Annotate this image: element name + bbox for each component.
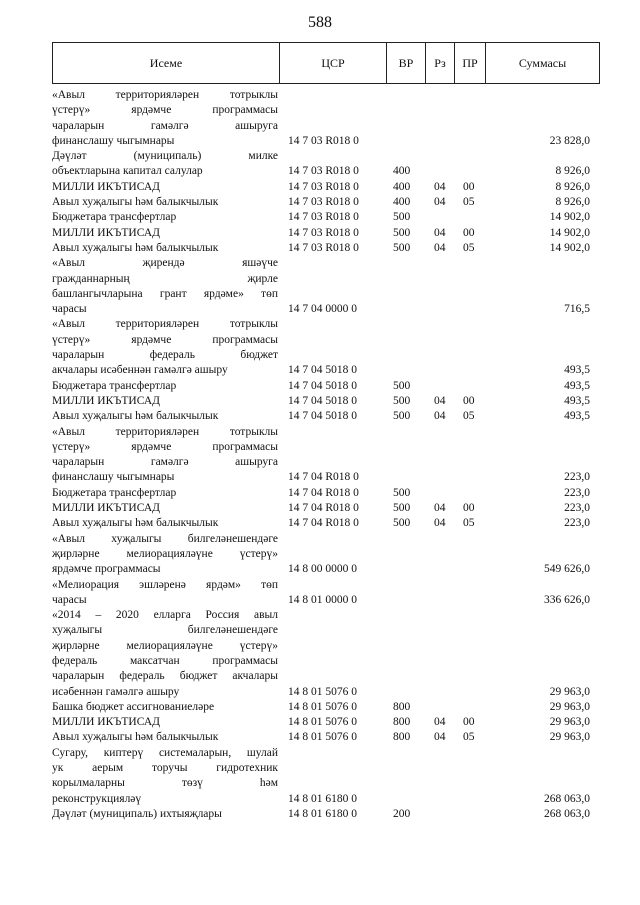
- row-name: [52, 532, 278, 578]
- row-vr: 500: [393, 486, 411, 499]
- table-row: [52, 210, 600, 225]
- row-sum: 268 063,0: [544, 807, 590, 820]
- row-name-line: «Авыл җирендә яшәүче: [52, 257, 278, 270]
- row-name-line: Авыл хуҗалыгы һәм балыкчылык: [52, 410, 219, 423]
- page-number: 588: [308, 14, 332, 31]
- row-rz: 04: [434, 410, 446, 423]
- row-sum: 268 063,0: [544, 792, 590, 805]
- row-csr: 14 7 03 R018 0: [288, 211, 359, 224]
- row-name-line: чарасы: [52, 303, 87, 316]
- row-rz: 04: [434, 226, 446, 239]
- row-name-line: үстерү» ярдәмче программасы: [52, 333, 278, 346]
- row-name-line: Башка бюджет ассигнованиеләре: [52, 700, 215, 713]
- row-sum: 493,5: [564, 394, 590, 407]
- row-csr: 14 7 04 5018 0: [288, 410, 357, 423]
- row-pr: 05: [463, 517, 475, 530]
- row-rz: 04: [434, 502, 446, 515]
- row-sum: 29 963,0: [549, 700, 590, 713]
- row-name-line: Авыл хуҗалыгы һәм балыкчылык: [52, 517, 219, 530]
- row-rz: 04: [434, 716, 446, 729]
- row-name-line: хуҗалыгы билгеләнешендәге: [52, 624, 278, 637]
- row-name-line: чараларын федераль бюджет акчалары: [52, 670, 278, 683]
- table-row: [52, 532, 600, 578]
- row-sum: 14 902,0: [549, 211, 590, 224]
- row-name-line: МИЛЛИ ИКЪТИСАД: [52, 394, 160, 407]
- row-csr: 14 7 03 R018 0: [288, 226, 359, 239]
- row-name-line: МИЛЛИ ИКЪТИСАД: [52, 180, 160, 193]
- row-name-line: җирләрне мелиорацияләүне үстерү»: [52, 547, 278, 560]
- row-name: [52, 195, 278, 210]
- row-sum: 716,5: [564, 303, 590, 316]
- row-csr: 14 8 00 0000 0: [288, 563, 357, 576]
- row-name-line: исәбеннән гамәлгә ашыру: [52, 685, 180, 698]
- row-name-line: финанслашу чыгымнары: [52, 471, 175, 484]
- row-name: [52, 379, 278, 394]
- table-row: [52, 486, 600, 501]
- table-row: [52, 394, 600, 409]
- table-row: [52, 608, 600, 700]
- table-row: [52, 88, 600, 149]
- row-name-line: финанслашу чыгымнары: [52, 134, 175, 147]
- table-row: [52, 715, 600, 730]
- table-row: [52, 195, 600, 210]
- row-name: [52, 317, 278, 378]
- row-pr: 05: [463, 731, 475, 744]
- row-pr: 05: [463, 410, 475, 423]
- row-vr: 500: [393, 517, 411, 530]
- row-csr: 14 7 04 R018 0: [288, 517, 359, 530]
- row-name-line: чараларын гамәлгә ашыруга: [52, 119, 278, 132]
- table-row: [52, 425, 600, 486]
- row-name: [52, 180, 278, 195]
- row-name-line: Авыл хуҗалыгы һәм балыкчылык: [52, 196, 219, 209]
- row-name-line: ярдәмче программасы: [52, 563, 161, 576]
- row-name-line: үстерү» ярдәмче программасы: [52, 104, 278, 117]
- row-sum: 223,0: [564, 517, 590, 530]
- table-row: [52, 501, 600, 516]
- row-name-line: «Мелиорация эшләренә ярдәм» төп: [52, 578, 278, 591]
- table-row: [52, 226, 600, 241]
- row-csr: 14 7 03 R018 0: [288, 196, 359, 209]
- row-csr: 14 8 01 5076 0: [288, 685, 357, 698]
- row-csr: 14 7 03 R018 0: [288, 241, 359, 254]
- row-name: [52, 608, 278, 700]
- table-row: [52, 379, 600, 394]
- row-sum: 493,5: [564, 410, 590, 423]
- header-rz: Рз: [426, 43, 455, 84]
- row-sum: 223,0: [564, 502, 590, 515]
- table-row: [52, 746, 600, 807]
- row-name: [52, 394, 278, 409]
- row-name-line: чараларын гамәлгә ашыруга: [52, 456, 278, 469]
- row-name-line: башлангычларына грант ярдәме» төп: [52, 287, 278, 300]
- row-vr: 800: [393, 716, 411, 729]
- row-rz: 04: [434, 241, 446, 254]
- row-sum: 29 963,0: [549, 731, 590, 744]
- row-name: [52, 210, 278, 225]
- row-rz: 04: [434, 196, 446, 209]
- row-name-line: «Авыл территорияләрен тотрыклы: [52, 425, 278, 438]
- header-pr: ПР: [455, 43, 486, 84]
- row-name-line: Сугару, киптерү системаларын, шулай: [52, 746, 278, 759]
- table-row: [52, 241, 600, 256]
- row-vr: 400: [393, 165, 411, 178]
- header-csr: ЦСР: [280, 43, 387, 84]
- row-vr: 500: [393, 394, 411, 407]
- table-body: [52, 88, 600, 822]
- row-name-line: «2014 – 2020 елларга Россия авыл: [52, 609, 278, 622]
- row-rz: 04: [434, 731, 446, 744]
- row-csr: 14 7 04 5018 0: [288, 379, 357, 392]
- row-name-line: федераль максатчан программасы: [52, 654, 278, 667]
- row-sum: 8 926,0: [555, 165, 590, 178]
- row-name-line: реконструкцияләү: [52, 792, 142, 805]
- row-csr: 14 8 01 0000 0: [288, 593, 357, 606]
- row-name-line: гражданнарның җирле: [52, 272, 278, 285]
- row-vr: 500: [393, 226, 411, 239]
- row-sum: 23 828,0: [549, 134, 590, 147]
- row-name: [52, 807, 278, 822]
- row-name-line: МИЛЛИ ИКЪТИСАД: [52, 502, 160, 515]
- row-name-line: Бюджетара трансфертлар: [52, 211, 177, 224]
- row-name: [52, 746, 278, 807]
- row-csr: 14 8 01 6180 0: [288, 792, 357, 805]
- row-name: [52, 501, 278, 516]
- header-vr: ВР: [387, 43, 426, 84]
- row-pr: 00: [463, 394, 475, 407]
- row-name-line: корылмаларны төзү һәм: [52, 777, 278, 790]
- row-csr: 14 7 04 R018 0: [288, 502, 359, 515]
- row-name: [52, 226, 278, 241]
- header-sum: Суммасы: [486, 43, 600, 84]
- row-pr: 00: [463, 502, 475, 515]
- table-header: [52, 42, 600, 84]
- row-name-line: объектларына капитал салулар: [52, 165, 203, 178]
- row-name-line: Дәүләт (муниципаль) ихтыяҗлары: [52, 807, 222, 820]
- row-name-line: җирләрне мелиорацияләүне үстерү»: [52, 639, 278, 652]
- row-name-line: Дәүләт (муниципаль) милке: [52, 150, 278, 163]
- row-vr: 500: [393, 379, 411, 392]
- row-csr: 14 7 03 R018 0: [288, 134, 359, 147]
- row-name-line: «Авыл территорияләрен тотрыклы: [52, 318, 278, 331]
- table-row: [52, 409, 600, 424]
- row-sum: 14 902,0: [549, 226, 590, 239]
- row-vr: 500: [393, 502, 411, 515]
- row-name: [52, 425, 278, 486]
- row-sum: 29 963,0: [549, 716, 590, 729]
- table-row: [52, 256, 600, 317]
- row-csr: 14 8 01 5076 0: [288, 731, 357, 744]
- row-sum: 8 926,0: [555, 196, 590, 209]
- row-sum: 223,0: [564, 486, 590, 499]
- row-name: [52, 715, 278, 730]
- row-rz: 04: [434, 394, 446, 407]
- row-csr: 14 8 01 6180 0: [288, 807, 357, 820]
- row-sum: 549 626,0: [544, 563, 590, 576]
- row-name-line: МИЛЛИ ИКЪТИСАД: [52, 226, 160, 239]
- row-pr: 00: [463, 716, 475, 729]
- table-row: [52, 149, 600, 180]
- row-name: [52, 241, 278, 256]
- table-row: [52, 578, 600, 609]
- row-name-line: Авыл хуҗалыгы һәм балыкчылык: [52, 731, 219, 744]
- row-vr: 500: [393, 410, 411, 423]
- row-name-line: Авыл хуҗалыгы һәм балыкчылык: [52, 241, 219, 254]
- row-vr: 400: [393, 196, 411, 209]
- row-vr: 500: [393, 241, 411, 254]
- row-pr: 05: [463, 196, 475, 209]
- row-name: [52, 516, 278, 531]
- row-name-line: «Авыл хуҗалыгы билгеләнешендәге: [52, 532, 278, 545]
- row-csr: 14 8 01 5076 0: [288, 700, 357, 713]
- row-name: [52, 149, 278, 180]
- row-rz: 04: [434, 517, 446, 530]
- row-csr: 14 7 04 5018 0: [288, 364, 357, 377]
- row-name: [52, 730, 278, 745]
- row-rz: 04: [434, 180, 446, 193]
- row-sum: 223,0: [564, 471, 590, 484]
- row-name: [52, 578, 278, 609]
- table-row: [52, 317, 600, 378]
- row-name-line: чарасы: [52, 593, 87, 606]
- table-row: [52, 516, 600, 531]
- row-name-line: «Авыл территорияләрен тотрыклы: [52, 89, 278, 101]
- row-sum: 14 902,0: [549, 241, 590, 254]
- row-csr: 14 7 04 R018 0: [288, 486, 359, 499]
- row-name: [52, 700, 278, 715]
- row-name-line: ук аерым торучы гидротехник: [52, 762, 278, 775]
- row-csr: 14 7 04 0000 0: [288, 303, 357, 316]
- row-sum: 29 963,0: [549, 685, 590, 698]
- row-vr: 800: [393, 731, 411, 744]
- row-csr: 14 7 03 R018 0: [288, 180, 359, 193]
- row-name-line: үстерү» ярдәмче программасы: [52, 440, 278, 453]
- row-name-line: МИЛЛИ ИКЪТИСАД: [52, 716, 160, 729]
- row-sum: 493,5: [564, 379, 590, 392]
- row-name: [52, 88, 278, 149]
- row-name: [52, 256, 278, 317]
- table-row: [52, 700, 600, 715]
- row-name-line: Бюджетара трансфертлар: [52, 379, 177, 392]
- header-name: Исеме: [53, 43, 280, 84]
- row-csr: 14 7 03 R018 0: [288, 165, 359, 178]
- row-csr: 14 8 01 5076 0: [288, 716, 357, 729]
- row-sum: 8 926,0: [555, 180, 590, 193]
- table-row: [52, 730, 600, 745]
- row-name-line: чараларын федераль бюджет: [52, 349, 278, 362]
- row-name: [52, 486, 278, 501]
- row-sum: 336 626,0: [544, 593, 590, 606]
- row-name: [52, 409, 278, 424]
- row-vr: 800: [393, 700, 411, 713]
- row-vr: 500: [393, 211, 411, 224]
- row-csr: 14 7 04 5018 0: [288, 394, 357, 407]
- row-csr: 14 7 04 R018 0: [288, 471, 359, 484]
- row-vr: 200: [393, 807, 411, 820]
- row-pr: 00: [463, 226, 475, 239]
- row-pr: 00: [463, 180, 475, 193]
- table-row: [52, 180, 600, 195]
- row-sum: 493,5: [564, 364, 590, 377]
- table-row: [52, 807, 600, 822]
- row-name-line: акчалары исәбеннән гамәлгә ашыру: [52, 364, 228, 377]
- row-name-line: Бюджетара трансфертлар: [52, 486, 177, 499]
- row-pr: 05: [463, 241, 475, 254]
- row-vr: 400: [393, 180, 411, 193]
